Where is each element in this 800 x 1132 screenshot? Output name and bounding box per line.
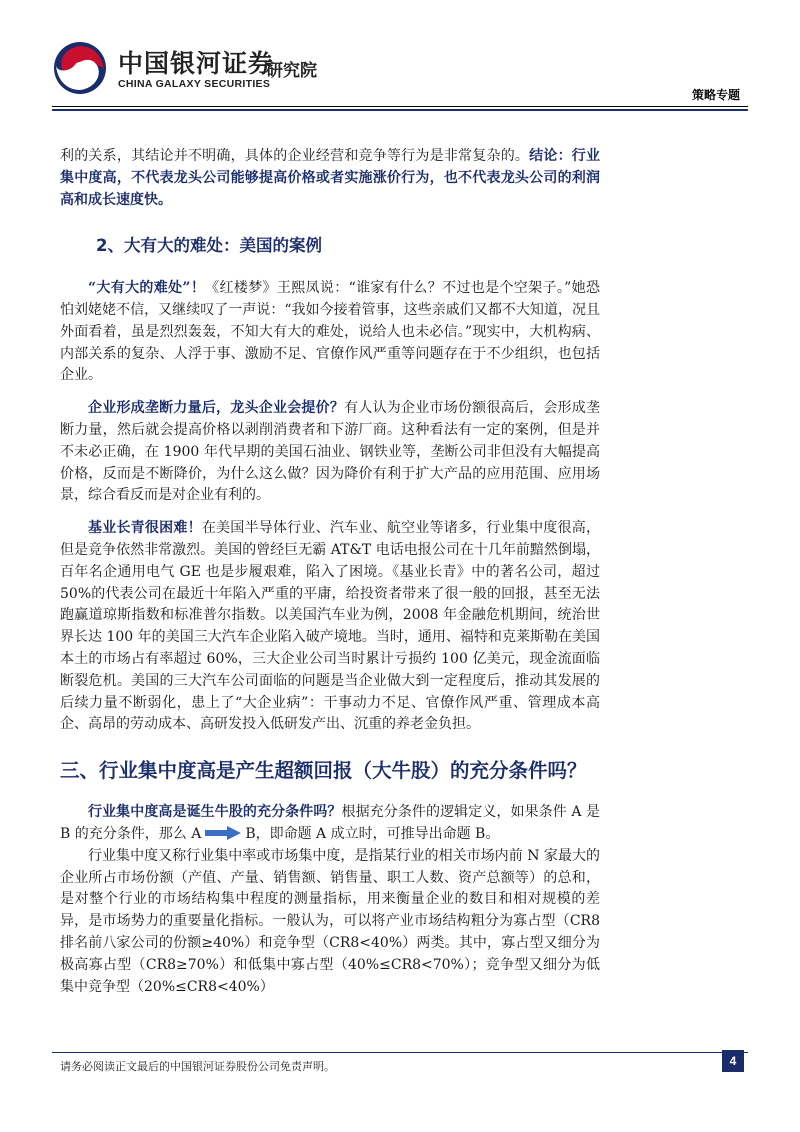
footer-divider — [52, 1052, 748, 1053]
document-type: 策略专题 — [691, 88, 740, 102]
paragraph-text: 利的关系，其结论并不明确，具体的企业经营和竞争等行为是非常复杂的。 — [60, 148, 530, 164]
header-divider-accent — [52, 109, 748, 111]
conclusion-bold: 结论：行业集中度高，不代表龙头公司能够提高价格或者实施涨价行为，也不代表龙头公司的利润高和成长速度快。 — [60, 148, 601, 208]
paragraph-longevity — [60, 518, 600, 736]
paragraph-text: B，即命题 A 成立时，可推导出命题 B。 — [245, 825, 500, 842]
paragraph-difficulty — [60, 278, 600, 387]
brand-name-cn: 中国银河证券 — [118, 49, 275, 78]
paragraph-lead-bold: 企业形成垄断力量后，龙头企业会提价？ — [88, 400, 345, 417]
institute-label: 研究院 — [266, 61, 317, 81]
paragraph-text: 在美国半导体行业、汽车业、航空业等诸多，行业集中度很高，但是竞争依然非常激烈。美国的曾经巨无霸 AT&T 电话电报公司在十几年前黯然倒塌，百年名企通用电气 GE 也是步履艰难，陷入了困境。《基业长青》中的著名公司，超过 50%的代表公司在最近十年陷入严重的平庸，给投资者带来了很一般的回报，甚至无法跑赢道琼斯指数和标准普尔指数。以美国汽车业为例，2008 年金融危机期间，统治世界长达 100 年的美国三大汽车企业陷入破产境地。当时，通用、福特和克莱斯勒在美国本土的市场占有率超过 60%，三大企业公司当时累计亏损约 100 亿美元，现金流面临断裂危机。美国的三大汽车公司面临的问题是当企业做大到一定程度后，推动其发展的后续力量不断弱化，患上了“大企业病”：干事动力不足、官僚作风严重、管理成本高企、高昂的劳动成本、高研发投入低研发产出、沉重的养老金负担。 — [60, 520, 600, 733]
header-divider — [52, 106, 748, 107]
page-number: 4 — [722, 1050, 744, 1072]
brand-name-en: CHINA GALAXY SECURITIES — [118, 78, 271, 90]
paragraph-concentration-definition: 行业集中度又称行业集中率或市场集中度，是指某行业的相关市场内前 N 家最大的企业所占市场份额（产值、产量、销售额、销售量、职工人数、资产总额等）的总和，是对整个行业的市场结构集中程度的测量指标，用来衡量企业的数目和相对规模的差异，是市场势力的重要量化指标。一般认为，可以将产业市场结构粗分为寡占型（CR8 排名前八家公司的份额≥40%）和竞争型（CR8<40%）两类。其中，寡占型又细分为极高寡占型（CR8≥70%）和低集中寡占型（40%≤CR8<70%）；竞争型又细分为低集中竞争型（20%≤CR8<40%） — [60, 847, 600, 995]
paragraph-text: 《红楼梦》王熙凤说：“谁家有什么？不过也是个空架子。”她恐怕刘姥姥不信，又继续叹了一声说：“我如今接着管事，这些亲戚们又都不大知道，况且外面看着，虽是烈烈轰轰，不知大有大的难处，说给人也未必信。”现实中，大机构病、内部关系的复杂、人浮于事、激励不足、官僚作风严重等问题存在于不少组织，也包括企业。 — [60, 280, 600, 384]
right-arrow-icon — [205, 826, 241, 840]
paragraph-lead-bold: 行业集中度高是诞生牛股的充分条件吗？ — [88, 804, 342, 821]
paragraph-lead-bold: “大有大的难处”！ — [88, 280, 206, 297]
paragraph-lead-bold: 基业长青很困难！ — [88, 520, 202, 537]
section-heading-3: 三、行业集中度高是产生超额回报（大牛股）的充分条件吗？ — [60, 759, 587, 783]
paragraph-monopoly — [60, 398, 600, 507]
paragraph-conclusion — [60, 146, 600, 211]
galaxy-logo-icon — [52, 40, 108, 96]
paragraph-sufficient-condition — [60, 802, 600, 846]
footer-disclaimer: 请务必阅读正文最后的中国银河证券股份公司免责声明。 — [60, 1060, 335, 1073]
section-heading-2: 2、大有大的难处：美国的案例 — [96, 236, 322, 256]
paragraph-text: 根据充分条件的逻辑定义，如果条件 A 是 B 的充分条件，那么 A — [60, 804, 601, 842]
paragraph-text: 有人认为企业市场份额很高后，会形成垄断力量，然后就会提高价格以剥削消费者和下游厂商。这种看法有一定的案例，但是并不未必正确，在 1900 年代早期的美国石油业、钢铁业等，垄断公司非但没有大幅提高价格，反而是不断降价，为什么这么做？因为降价有利于扩大产品的应用范围、应用场景，综合看反而是对企业有利的。 — [60, 400, 601, 504]
document-body — [60, 146, 600, 998]
